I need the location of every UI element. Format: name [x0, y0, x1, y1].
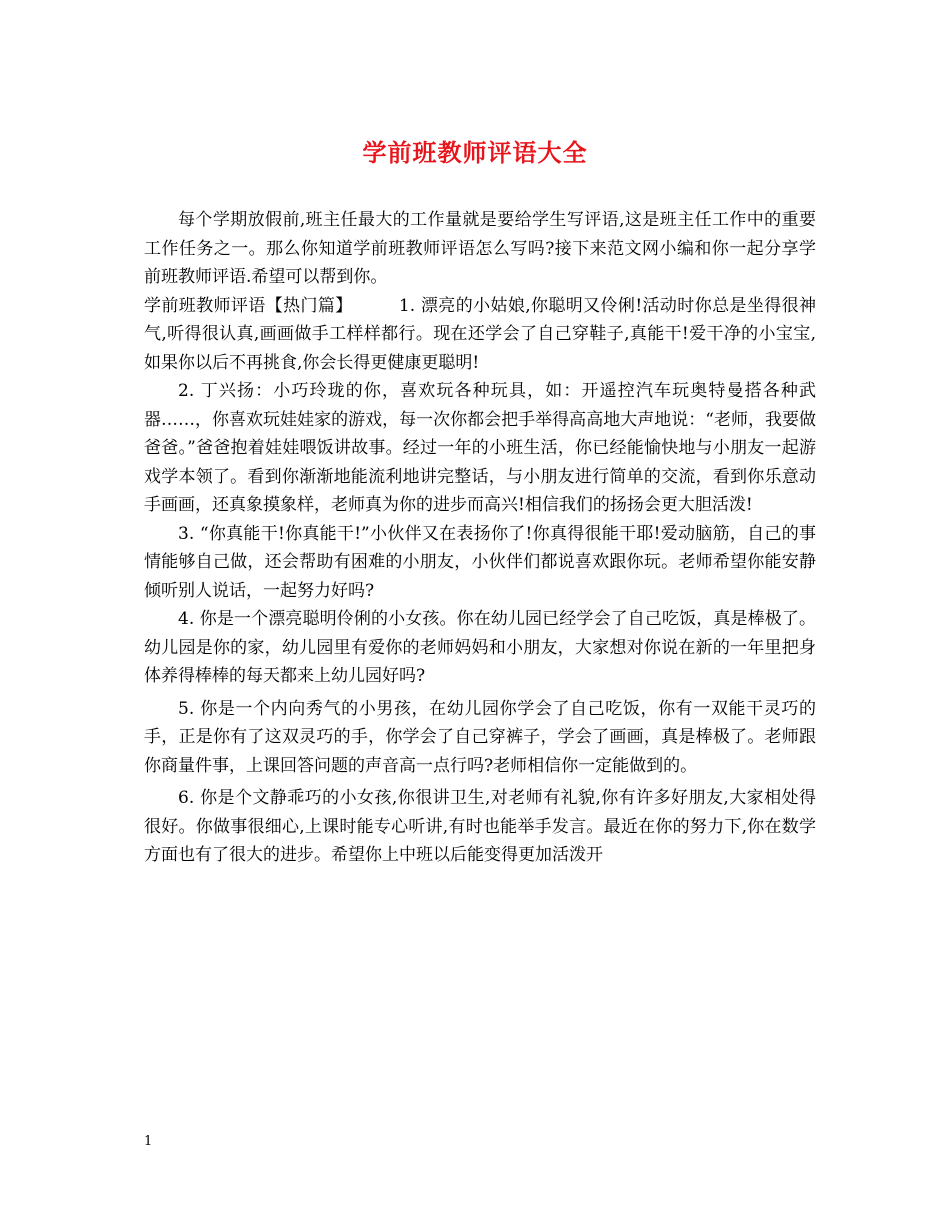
- comment-5: 5. 你是一个内向秀气的小男孩，在幼儿园你学会了自己吃饭，你有一双能干灵巧的手，正是你有了这双灵巧的手，你学会了自己穿裤子，学会了画画，真是棒极了。老师跟你商量件事，上课回答问题的声音高一点行吗?老师相信你一定能做到的。: [144, 698, 816, 776]
- document-body: [144, 206, 816, 870]
- comment-4: 4. 你是一个漂亮聪明伶俐的小女孩。你在幼儿园已经学会了自己吃饭，真是棒极了。幼儿园是你的家，幼儿园里有爱你的老师妈妈和小朋友，大家想对你说在新的一年里把身体养得棒棒的每天都来上幼儿园好吗?: [144, 609, 816, 686]
- comment-section-1: 学前班教师评语【热门篇】 1. 漂亮的小姑娘,你聪明又伶俐!活动时你总是坐得很神气,听得很认真,画画做手工样样都行。现在还学会了自己穿鞋子,真能干!爱干净的小宝宝,如果你以后不再挑食,你会长得更健康更聪明!: [144, 295, 816, 373]
- page-number: 1: [144, 1134, 153, 1149]
- comment-2: 2. 丁兴扬：小巧玲珑的你，喜欢玩各种玩具，如：开遥控汽车玩奥特曼搭各种武器……，你喜欢玩娃娃家的游戏，每一次你都会把手举得高高地大声地说：“老师，我要做爸爸。”爸爸抱着娃娃喂饭讲故事。经过一年的小班生活，你已经能愉快地与小朋友一起游戏学本领了。看到你渐渐地能流利地讲完整话，与小朋友进行简单的交流，看到你乐意动手画画，还真象摸象样，老师真为你的进步而高兴!相信我们的扬扬会更大胆活泼!: [144, 381, 816, 515]
- intro-paragraph: 每个学期放假前,班主任最大的工作量就是要给学生写评语,这是班主任工作中的重要工作任务之一。那么你知道学前班教师评语怎么写吗?接下来范文网小编和你一起分享学前班教师评语.希望可以帮到你。: [144, 210, 816, 287]
- comment-6: 6. 你是个文静乖巧的小女孩,你很讲卫生,对老师有礼貌,你有许多好朋友,大家相处得很好。你做事很细心,上课时能专心听讲,有时也能举手发言。最近在你的努力下,你在数学方面也有了很大的进步。希望你上中班以后能变得更加活泼开: [144, 788, 816, 865]
- comment-3: 3. “你真能干!你真能干!”小伙伴又在表扬你了!你真得很能干耶!爱动脑筋，自己的事情能够自己做，还会帮助有困难的小朋友，小伙伴们都说喜欢跟你玩。老师希望你能安静倾听别人说话，一起努力好吗?: [144, 523, 816, 601]
- document-title: 学前班教师评语大全: [362, 138, 588, 167]
